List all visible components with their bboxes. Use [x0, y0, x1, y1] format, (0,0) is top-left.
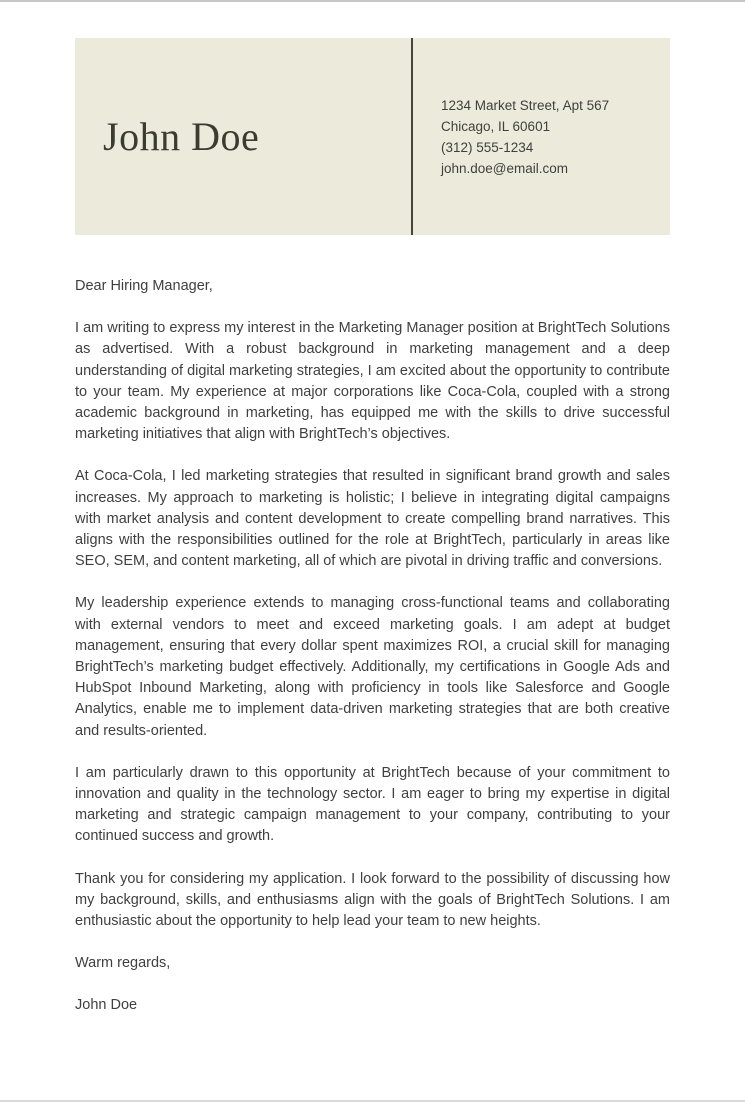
contact-phone: (312) 555-1234 — [441, 139, 534, 155]
contact-city-state-zip: Chicago, IL 60601 — [441, 118, 551, 134]
letter-paragraph-motivation: I am particularly drawn to this opportunity at BrightTech because of your commitment to innovation and quality in the technology sector. I am eager to bring my expertise in digital marketing and strategic campaign management to your company, contributing to your continued success and growth. — [75, 764, 670, 845]
letter-paragraph-thanks: Thank you for considering my application. I look forward to the possibility of discussing how my background, skills, and enthusiasms align with the goals of BrightTech Solutions. I am enthusiastic about the opportunity to help lead your team to new heights. — [75, 870, 670, 930]
contact-info-block — [413, 38, 670, 235]
salutation: Dear Hiring Manager, — [75, 278, 213, 294]
contact-email: john.doe@email.com — [441, 160, 569, 176]
closing: Warm regards, — [75, 955, 171, 972]
applicant-name: John Doe — [103, 113, 260, 159]
letter-body — [75, 276, 670, 1017]
signature-name: John Doe — [75, 997, 138, 1014]
letter-paragraph-intro: I am writing to express my interest in the Marketing Manager position at BrightTech Solutions as advertised. With a robust background in marketing management and a deep understanding of digital marketing strategies, I am excited about the opportunity to contribute to your team. My experience at major corporations like Coca-Cola, coupled with a strong academic background in marketing, has equipped me with the skills to drive successful marketing initiatives that align with BrightTech’s objectives. — [75, 320, 670, 443]
header-name-section — [75, 38, 411, 235]
contact-street-address: 1234 Market Street, Apt 567 — [441, 97, 610, 113]
letter-paragraph-experience: At Coca-Cola, I led marketing strategies that resulted in significant brand growth and sales increases. My approach to marketing is holistic; I believe in integrating digital campaigns with market analysis and content development to create compelling brand narratives. This aligns with the responsibilities outlined for the role at BrightTech, particularly in areas like SEO, SEM, and content marketing, all of which are pivotal in driving traffic and conversions. — [75, 468, 670, 570]
letter-paragraph-leadership: My leadership experience extends to managing cross-functional teams and collaborating with external vendors to meet and exceed marketing goals. I am adept at budget management, ensuring that every dollar spent maximizes ROI, a crucial skill for managing BrightTech’s marketing budget effectively. Additionally, my certifications in Google Ads and HubSpot Inbound Marketing, along with proficiency in tools like Salesforce and Google Analytics, enable me to implement data-driven marketing strategies that are both creative and results-oriented. — [75, 595, 670, 739]
letter-header — [75, 38, 670, 235]
